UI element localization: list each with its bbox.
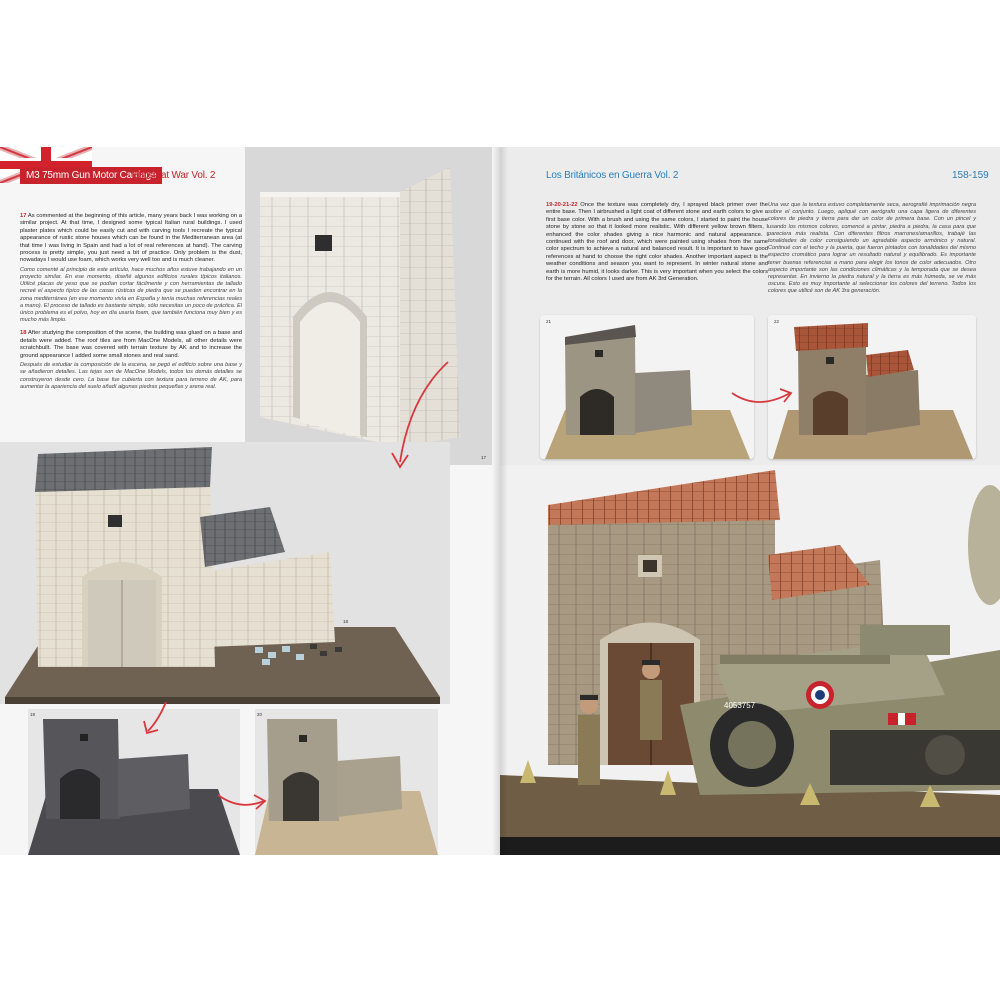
figure-label-22: 22 (774, 319, 780, 324)
page-numbers: 158-159 (952, 170, 989, 181)
vehicle-serial-number: 4053757 (724, 701, 756, 710)
figure-label-21: 21 (546, 319, 552, 324)
paragraph-number: 18 (20, 330, 27, 337)
paragraph-18 (20, 330, 242, 360)
left-page (0, 147, 500, 855)
paragraph-text-en: Once the texture was completely dry, I sprayed black primer over the entire base. Then I airbrushed a light coat of different stone and earth colors to give a first base color. With a brush and using the same colors, I started to paint the house stone by stone so that it looked more realistic. With different yellow brown filters, I enhanced the color shades giving a nice harmonic and natural appearance. I continued with the roof and door, which were painted using shades from the same color spectrum to achieve a natural and balanced result. It is important to have good references at hand to choose the right color shades. Another important aspect is the weather conditions and season you want to represent. In winter natural stone and earth is more humid, it looks darker. This is very important when you select the colors for the terrain. All colors I used are from AK 3rd Generation. (546, 202, 768, 283)
paragraph-18-es: Después de estudiar la composición de la escena, se pegó el edificio sobre una base y se añadieron detalles. Las tejas son de MacOne Models, todos los demás detalles se construyeron desde cero. La base fue cubierta con textura para terreno de AK, para aumentar la apariencia del suelo añadí algunas piedras pequeñas y arena real. (20, 362, 242, 390)
article-text-right-en (546, 202, 768, 285)
paragraph-17-es: Como comenté al principio de este artículo, hace muchos años estuve trabajando en un proyecto similar. En ese momento, diseñé algunos edificios rurales típicos italianos. Utilicé placas de yeso que se podían cortar fácilmente y con herramientas de tallado recreé el aspecto típico de las casas rústicas de piedra que se pueden encontrar en la zona mediterránea (en ese momento vivía en España y tenía muchas referencias reales a mano). El proceso de tallado es bastante simple, sólo necesitas un poco de práctica. El único problema es el polvo, hoy en día usaría foam, que también funciona muy bien y es mucho más limpio. (20, 266, 242, 324)
red-arrow-17-to-18 (380, 357, 460, 477)
figure-label-20: 20 (257, 712, 263, 717)
right-page (500, 147, 1000, 855)
red-arrow-21-to-22 (728, 383, 798, 409)
paragraph-19-22-es: Una vez que la textura estuvo completamente seca, aerografié imprimación negra sobre el conjunto. Luego, apliqué con aerógrafo una capa ligera de diferentes colores de piedra y tierra para dar un color de primera base. Con un pincel y usando los mismos colores, comencé a pintar, piedra a piedra, la casa para que pareciera más realista. Con diferentes filtros marrones/amarillos, trabajé las tonalidades de color consiguiendo un agradable aspecto armónico y natural. Continué con el techo y la puerta, que fueron pintados con tonalidades del mismo espectro cromático para lograr un resultado natural y equilibrado. Es importante tener buenas referencias a mano para elegir los tonos de color adecuados. Otro aspecto importante son las condiciones climáticas y la temporada que se desea representar. En invierno la piedra natural y la tierra es más húmeda, se ve más oscura. Esto es muy importante al seleccionar los colores del terreno. Todos los colores que utilicé son de AK 3ra generación. (768, 202, 976, 295)
chapter-title: M3 75mm Gun Motor Carriage (20, 167, 162, 184)
magazine-spread (0, 147, 1000, 855)
red-arrow-19-to-20 (214, 787, 270, 813)
figure-label-19: 19 (30, 712, 36, 717)
photo-22-card (768, 315, 976, 459)
article-text-left (20, 213, 242, 397)
series-title-es: Los Británicos en Guerra Vol. 2 (546, 170, 679, 181)
photo-21-card (540, 315, 754, 459)
paragraph-text-en: After studying the composition of the scene, the building was glued on a base and details were added. The roof tiles are from MacOne Models, all other details were scratchbuilt. The base was covered with terrain texture by AK and to increase the ground appearance I added some small stones and real sand. (20, 330, 242, 359)
figure-label-18: 18 (343, 619, 349, 624)
paragraph-text-en: As commented at the beginning of this article, many years back I was working on a similar project. At that time, I designed some typical Italian rural buildings. I used plaster plates which could be easily cut and with carving tools I recreate the typical appearance of rustic stone houses which can be found in the Mediterranean area (at that time I was living in Spain and had a lot of real references at hand). The carving process is pretty simple, you just need a bit of practice. Only problem is the dust, nowadays I would use foam, which works very well too and is much cleaner. (20, 213, 242, 264)
photo-18-assembled-building (0, 442, 450, 704)
photo-finished-diorama (500, 465, 1000, 855)
red-arrow-18-to-19 (138, 699, 178, 739)
paragraph-number: 17 (20, 213, 27, 219)
book-gutter-shadow (492, 147, 508, 855)
photo-20-base-color (255, 709, 438, 855)
article-text-right-es (768, 202, 976, 302)
paragraph-19-22 (546, 202, 768, 283)
photo-19-primed-black (28, 709, 240, 855)
series-title: British at War Vol. 2 (132, 170, 216, 181)
paragraph-17 (20, 213, 242, 265)
figure-label-17: 17 (481, 455, 487, 460)
paragraph-number: 19-20-21-22 (546, 202, 578, 208)
